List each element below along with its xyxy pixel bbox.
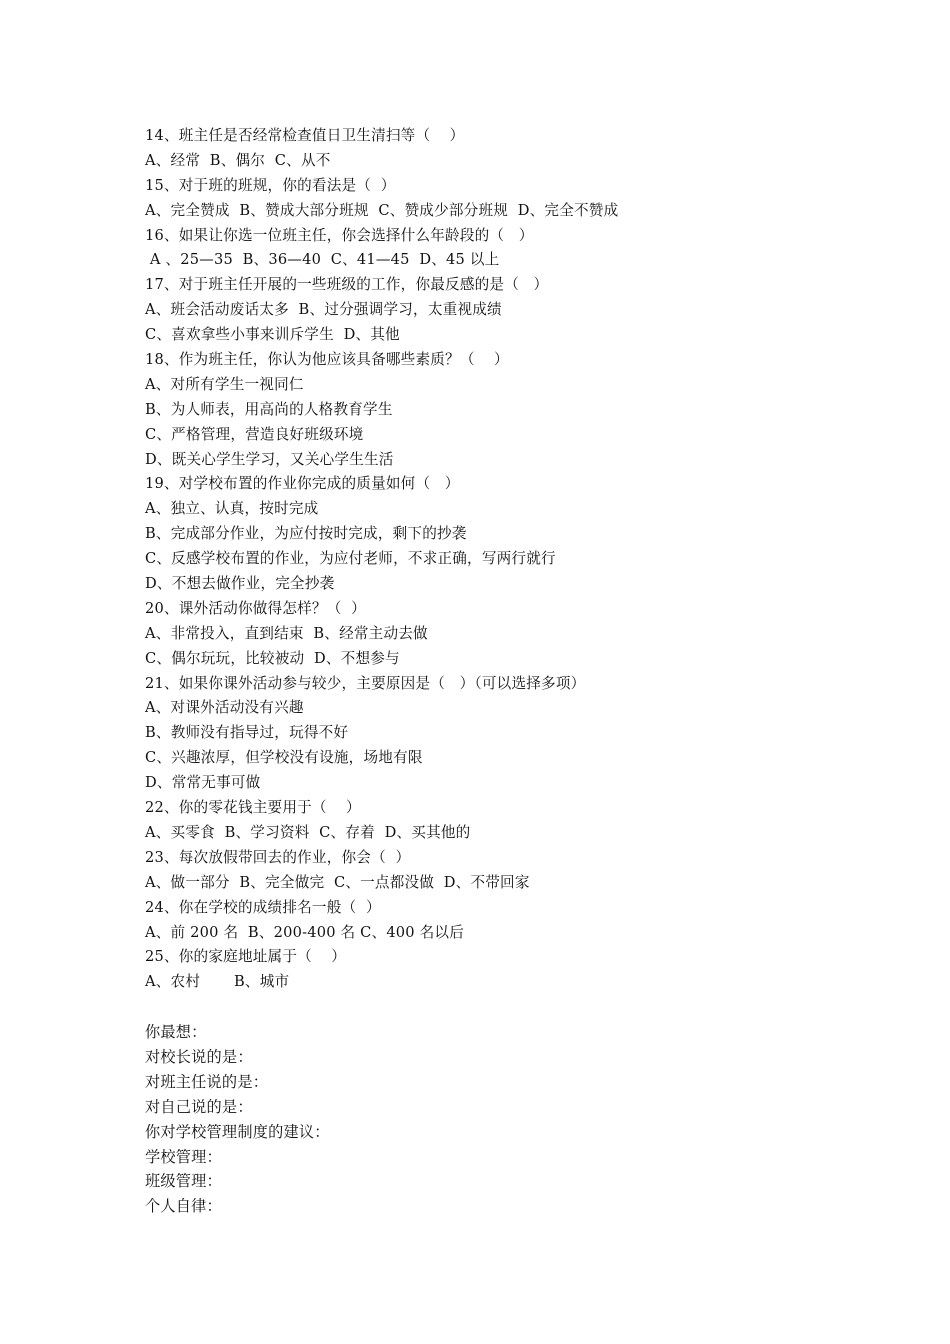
class-management-label: 班级管理： xyxy=(145,1172,222,1191)
question-23-options: A、做一部分 B、完全做完 C、一点都没做 D、不带回家 xyxy=(145,873,530,891)
suggestion-label: 你对学校管理制度的建议： xyxy=(145,1122,330,1141)
question-15: 15、对于班的班规，你的看法是（ ） xyxy=(145,176,396,194)
question-14-options: A、经常 B、偶尔 C、从不 xyxy=(145,151,331,169)
question-21-option-a: A、对课外活动没有兴趣 xyxy=(145,699,304,717)
question-18-option-a: A、对所有学生一视同仁 xyxy=(145,375,304,393)
question-17-options-ab: A、班会活动废话太多 B、过分强调学习，太重视成绩 xyxy=(145,301,502,319)
question-17: 17、对于班主任开展的一些班级的工作，你最反感的是（ ） xyxy=(145,276,549,294)
question-21: 21、如果你课外活动参与较少，主要原因是（ ）（可以选择多项） xyxy=(145,674,586,692)
question-25-options: A、农村 B、城市 xyxy=(145,973,290,991)
question-22: 22、你的零花钱主要用于（ ） xyxy=(145,799,361,817)
question-20-options-cd: C、偶尔玩玩，比较被动 D、不想参与 xyxy=(145,649,400,667)
question-18-option-d: D、既关心学生学习，又关心学生生活 xyxy=(145,450,394,468)
school-management-label: 学校管理： xyxy=(145,1147,222,1166)
self-discipline-label: 个人自律： xyxy=(145,1197,222,1216)
question-18: 18、作为班主任，你认为他应该具备哪些素质？（ ） xyxy=(145,351,509,369)
survey-questions xyxy=(145,124,845,1219)
question-19: 19、对学校布置的作业你完成的质量如何（ ） xyxy=(145,475,460,493)
question-19-option-c: C、反感学校布置的作业，为应付老师，不求正确，写两行就行 xyxy=(145,550,556,568)
question-21-option-d: D、常常无事可做 xyxy=(145,774,261,792)
question-24: 24、你在学校的成绩排名一般（ ） xyxy=(145,898,381,916)
question-23: 23、每次放假带回去的作业，你会（ ） xyxy=(145,848,411,866)
question-19-option-d: D、不想去做作业，完全抄袭 xyxy=(145,575,335,593)
question-14: 14、班主任是否经常检查值日卫生清扫等（ ） xyxy=(145,127,465,144)
open-questions xyxy=(145,1020,845,1219)
question-17-options-cd: C、喜欢拿些小事来训斥学生 D、其他 xyxy=(145,326,400,344)
to-principal-label: 对校长说的是： xyxy=(145,1047,253,1066)
to-teacher-label: 对班主任说的是： xyxy=(145,1072,269,1091)
question-19-option-b: B、完成部分作业，为应付按时完成，剩下的抄袭 xyxy=(145,525,467,543)
question-18-option-b: B、为人师表，用高尚的人格教育学生 xyxy=(145,400,393,418)
section-spacer xyxy=(145,995,845,1020)
question-20-options-ab: A、非常投入，直到结束 B、经常主动去做 xyxy=(145,624,428,642)
question-15-options: A、完全赞成 B、赞成大部分班规 C、赞成少部分班规 D、完全不赞成 xyxy=(145,201,619,219)
question-20: 20、课外活动你做得怎样？（ ） xyxy=(145,599,366,617)
question-16-options: A 、25—35 B、36—40 C、41—45 D、45 以上 xyxy=(145,251,500,269)
question-25: 25、你的家庭地址属于（ ） xyxy=(145,948,347,966)
question-22-options: A、买零食 B、学习资料 C、存着 D、买其他的 xyxy=(145,823,471,841)
question-21-option-b: B、教师没有指导过，玩得不好 xyxy=(145,724,349,742)
open-heading: 你最想： xyxy=(145,1023,207,1042)
question-18-option-c: C、严格管理，营造良好班级环境 xyxy=(145,425,364,443)
question-24-options: A、前 200 名 B、200-400 名 C、400 名以后 xyxy=(145,923,464,941)
question-19-option-a: A、独立、认真，按时完成 xyxy=(145,500,319,518)
question-21-option-c: C、兴趣浓厚，但学校没有设施，场地有限 xyxy=(145,749,423,767)
to-self-label: 对自己说的是： xyxy=(145,1097,253,1116)
question-16: 16、如果让你选一位班主任，你会选择什么年龄段的（ ） xyxy=(145,226,534,244)
